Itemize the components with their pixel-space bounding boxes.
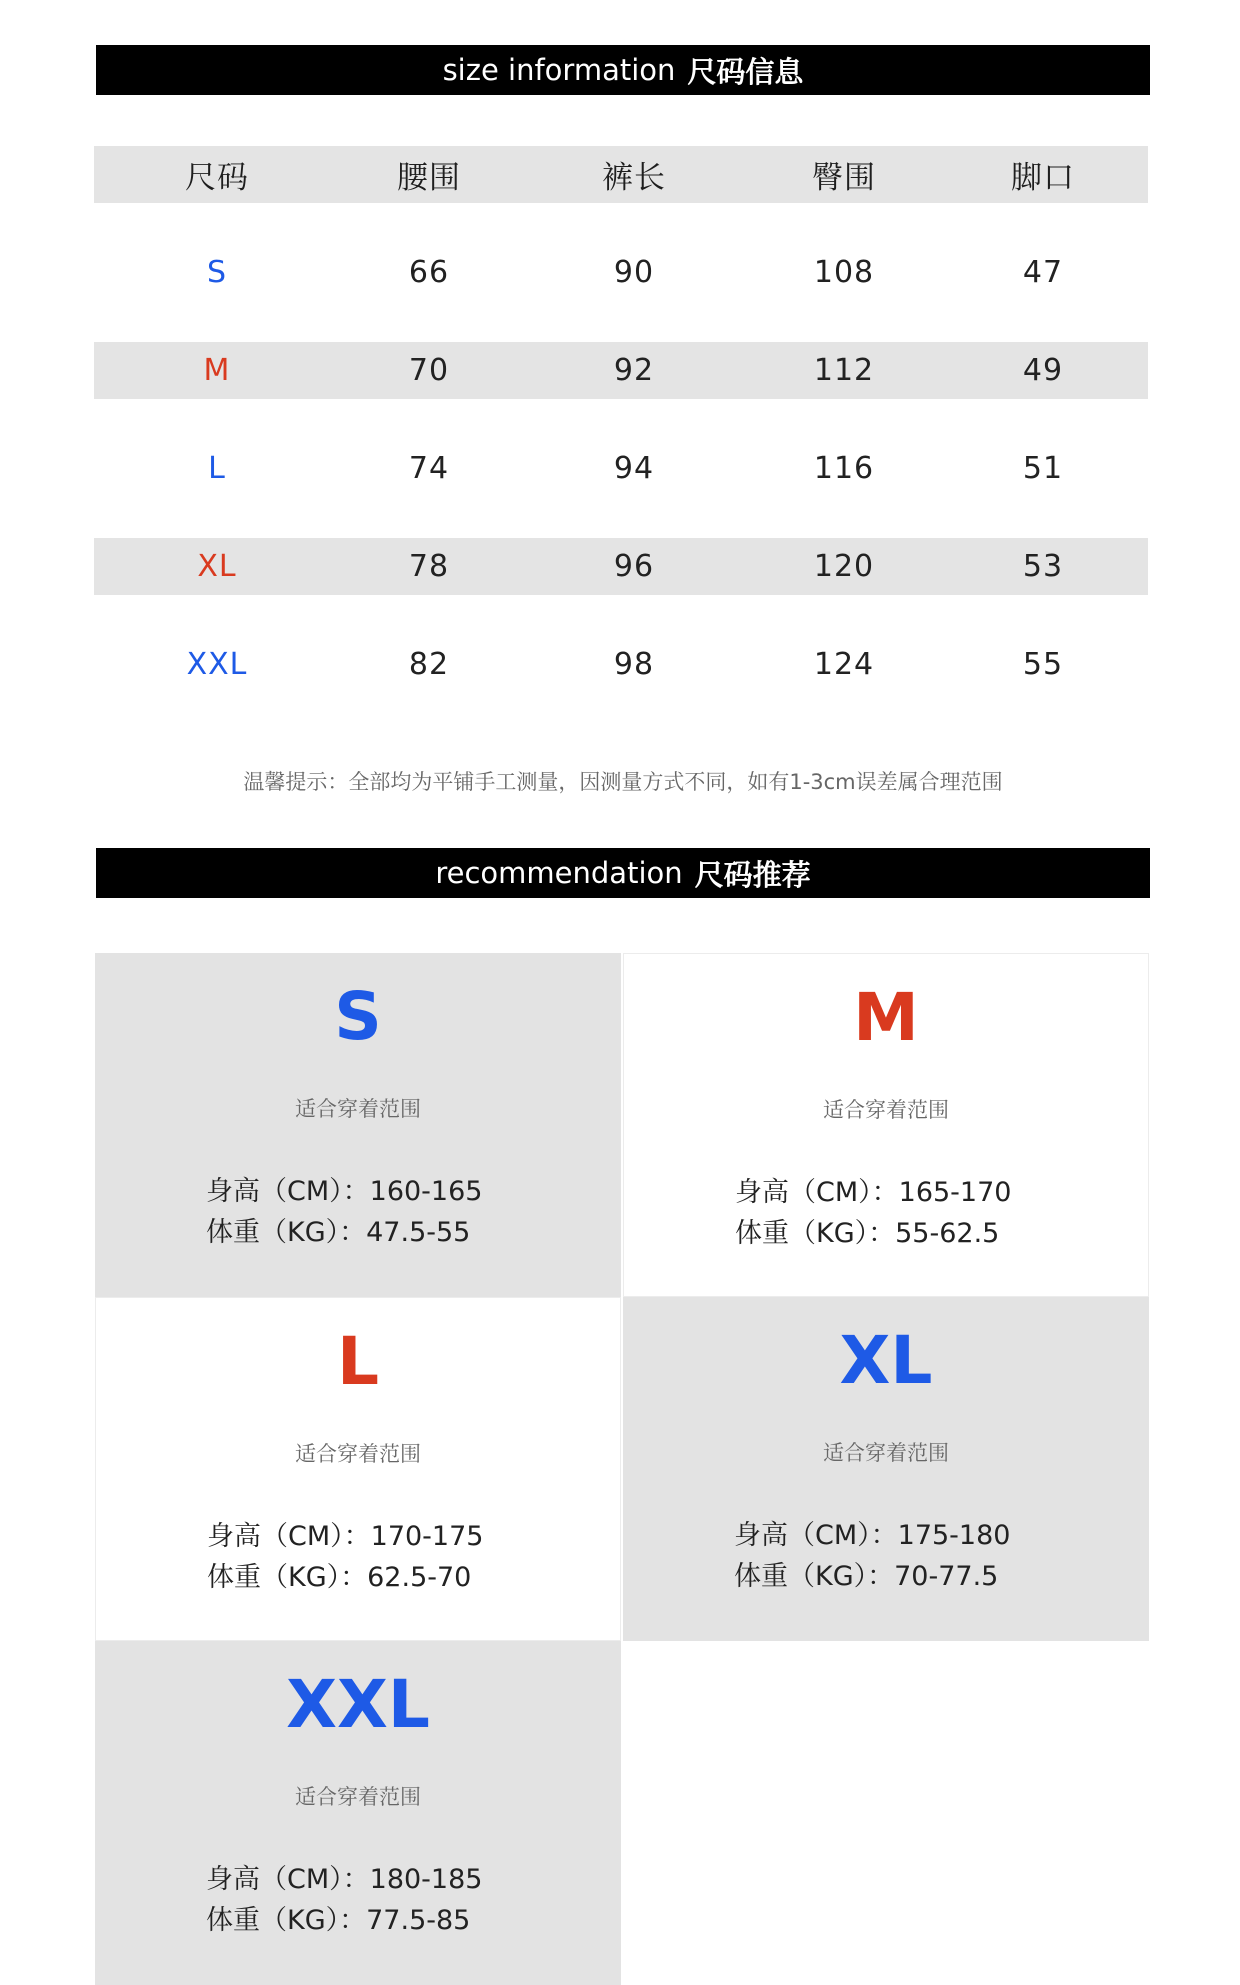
card-fit-label: 适合穿着范围 xyxy=(295,1442,421,1466)
recommendation-title-cn: 尺码推荐 xyxy=(694,857,811,892)
card-height-range: 身高（CM）：160-165 xyxy=(206,1176,483,1207)
table-row xyxy=(94,538,1148,595)
row-hem: 55 xyxy=(1022,647,1064,682)
header-hip: 臀围 xyxy=(812,160,876,196)
card-fit-label: 适合穿着范围 xyxy=(295,1785,421,1809)
recommendation-card-m xyxy=(623,953,1149,1297)
table-row xyxy=(94,342,1148,399)
row-hem: 49 xyxy=(1022,353,1064,388)
row-waist: 78 xyxy=(408,549,450,584)
size-information-banner xyxy=(96,45,1150,95)
table-row xyxy=(94,244,1148,301)
row-size-label: M xyxy=(203,353,231,388)
card-height-range: 身高（CM）：165-170 xyxy=(735,1177,1012,1208)
card-size-label: M xyxy=(853,979,919,1056)
measurement-tip: 温馨提示：全部均为平铺手工测量，因测量方式不同，如有1-3cm误差属合理范围 xyxy=(243,770,1003,794)
row-length: 90 xyxy=(613,255,655,290)
row-length: 94 xyxy=(613,451,655,486)
recommendation-title-en: recommendation xyxy=(435,856,683,890)
card-weight-range: 体重（KG）：55-62.5 xyxy=(735,1218,1000,1249)
row-hip: 120 xyxy=(813,549,875,584)
card-weight-range: 体重（KG）：47.5-55 xyxy=(206,1217,471,1248)
row-hip: 108 xyxy=(813,255,875,290)
row-hem: 53 xyxy=(1022,549,1064,584)
card-weight-range: 体重（KG）：77.5-85 xyxy=(206,1905,471,1936)
recommendation-card-xxl xyxy=(95,1641,621,1985)
card-weight-range: 体重（KG）：70-77.5 xyxy=(734,1561,999,1592)
row-hem: 47 xyxy=(1022,255,1064,290)
card-size-label: L xyxy=(336,1323,380,1400)
recommendation-banner xyxy=(96,848,1150,898)
card-fit-label: 适合穿着范围 xyxy=(295,1097,421,1121)
header-length: 裤长 xyxy=(602,160,666,196)
row-length: 98 xyxy=(613,647,655,682)
recommendation-card-xl xyxy=(623,1297,1149,1641)
card-size-label: XXL xyxy=(286,1666,430,1743)
card-height-range: 身高（CM）：180-185 xyxy=(206,1864,483,1895)
card-fit-label: 适合穿着范围 xyxy=(823,1441,949,1465)
row-size-label: XL xyxy=(197,549,237,584)
header-waist: 腰围 xyxy=(397,160,461,196)
row-size-label: XXL xyxy=(186,647,248,682)
row-hip: 112 xyxy=(813,353,875,388)
row-hem: 51 xyxy=(1022,451,1064,486)
recommendation-grid xyxy=(95,953,1149,1936)
size-table xyxy=(94,146,1148,693)
row-hip: 124 xyxy=(813,647,875,682)
size-table-header xyxy=(94,146,1148,203)
card-height-range: 身高（CM）：170-175 xyxy=(207,1521,484,1552)
recommendation-card-l xyxy=(95,1297,621,1641)
row-waist: 74 xyxy=(408,451,450,486)
size-information-title-en: size information xyxy=(442,53,676,87)
row-size-label: S xyxy=(206,255,228,290)
table-row xyxy=(94,440,1148,497)
header-hem: 脚口 xyxy=(1011,160,1075,196)
card-fit-label: 适合穿着范围 xyxy=(823,1098,949,1122)
table-row xyxy=(94,636,1148,693)
card-weight-range: 体重（KG）：62.5-70 xyxy=(207,1562,472,1593)
row-waist: 70 xyxy=(408,353,450,388)
card-size-label: S xyxy=(334,978,382,1055)
card-size-label: XL xyxy=(839,1322,933,1399)
card-height-range: 身高（CM）：175-180 xyxy=(734,1520,1011,1551)
recommendation-card-s xyxy=(95,953,621,1297)
row-length: 96 xyxy=(613,549,655,584)
row-waist: 66 xyxy=(408,255,450,290)
row-hip: 116 xyxy=(813,451,875,486)
row-waist: 82 xyxy=(408,647,450,682)
row-length: 92 xyxy=(613,353,655,388)
header-size: 尺码 xyxy=(185,160,249,196)
size-information-title-cn: 尺码信息 xyxy=(687,54,804,89)
row-size-label: L xyxy=(208,451,226,486)
